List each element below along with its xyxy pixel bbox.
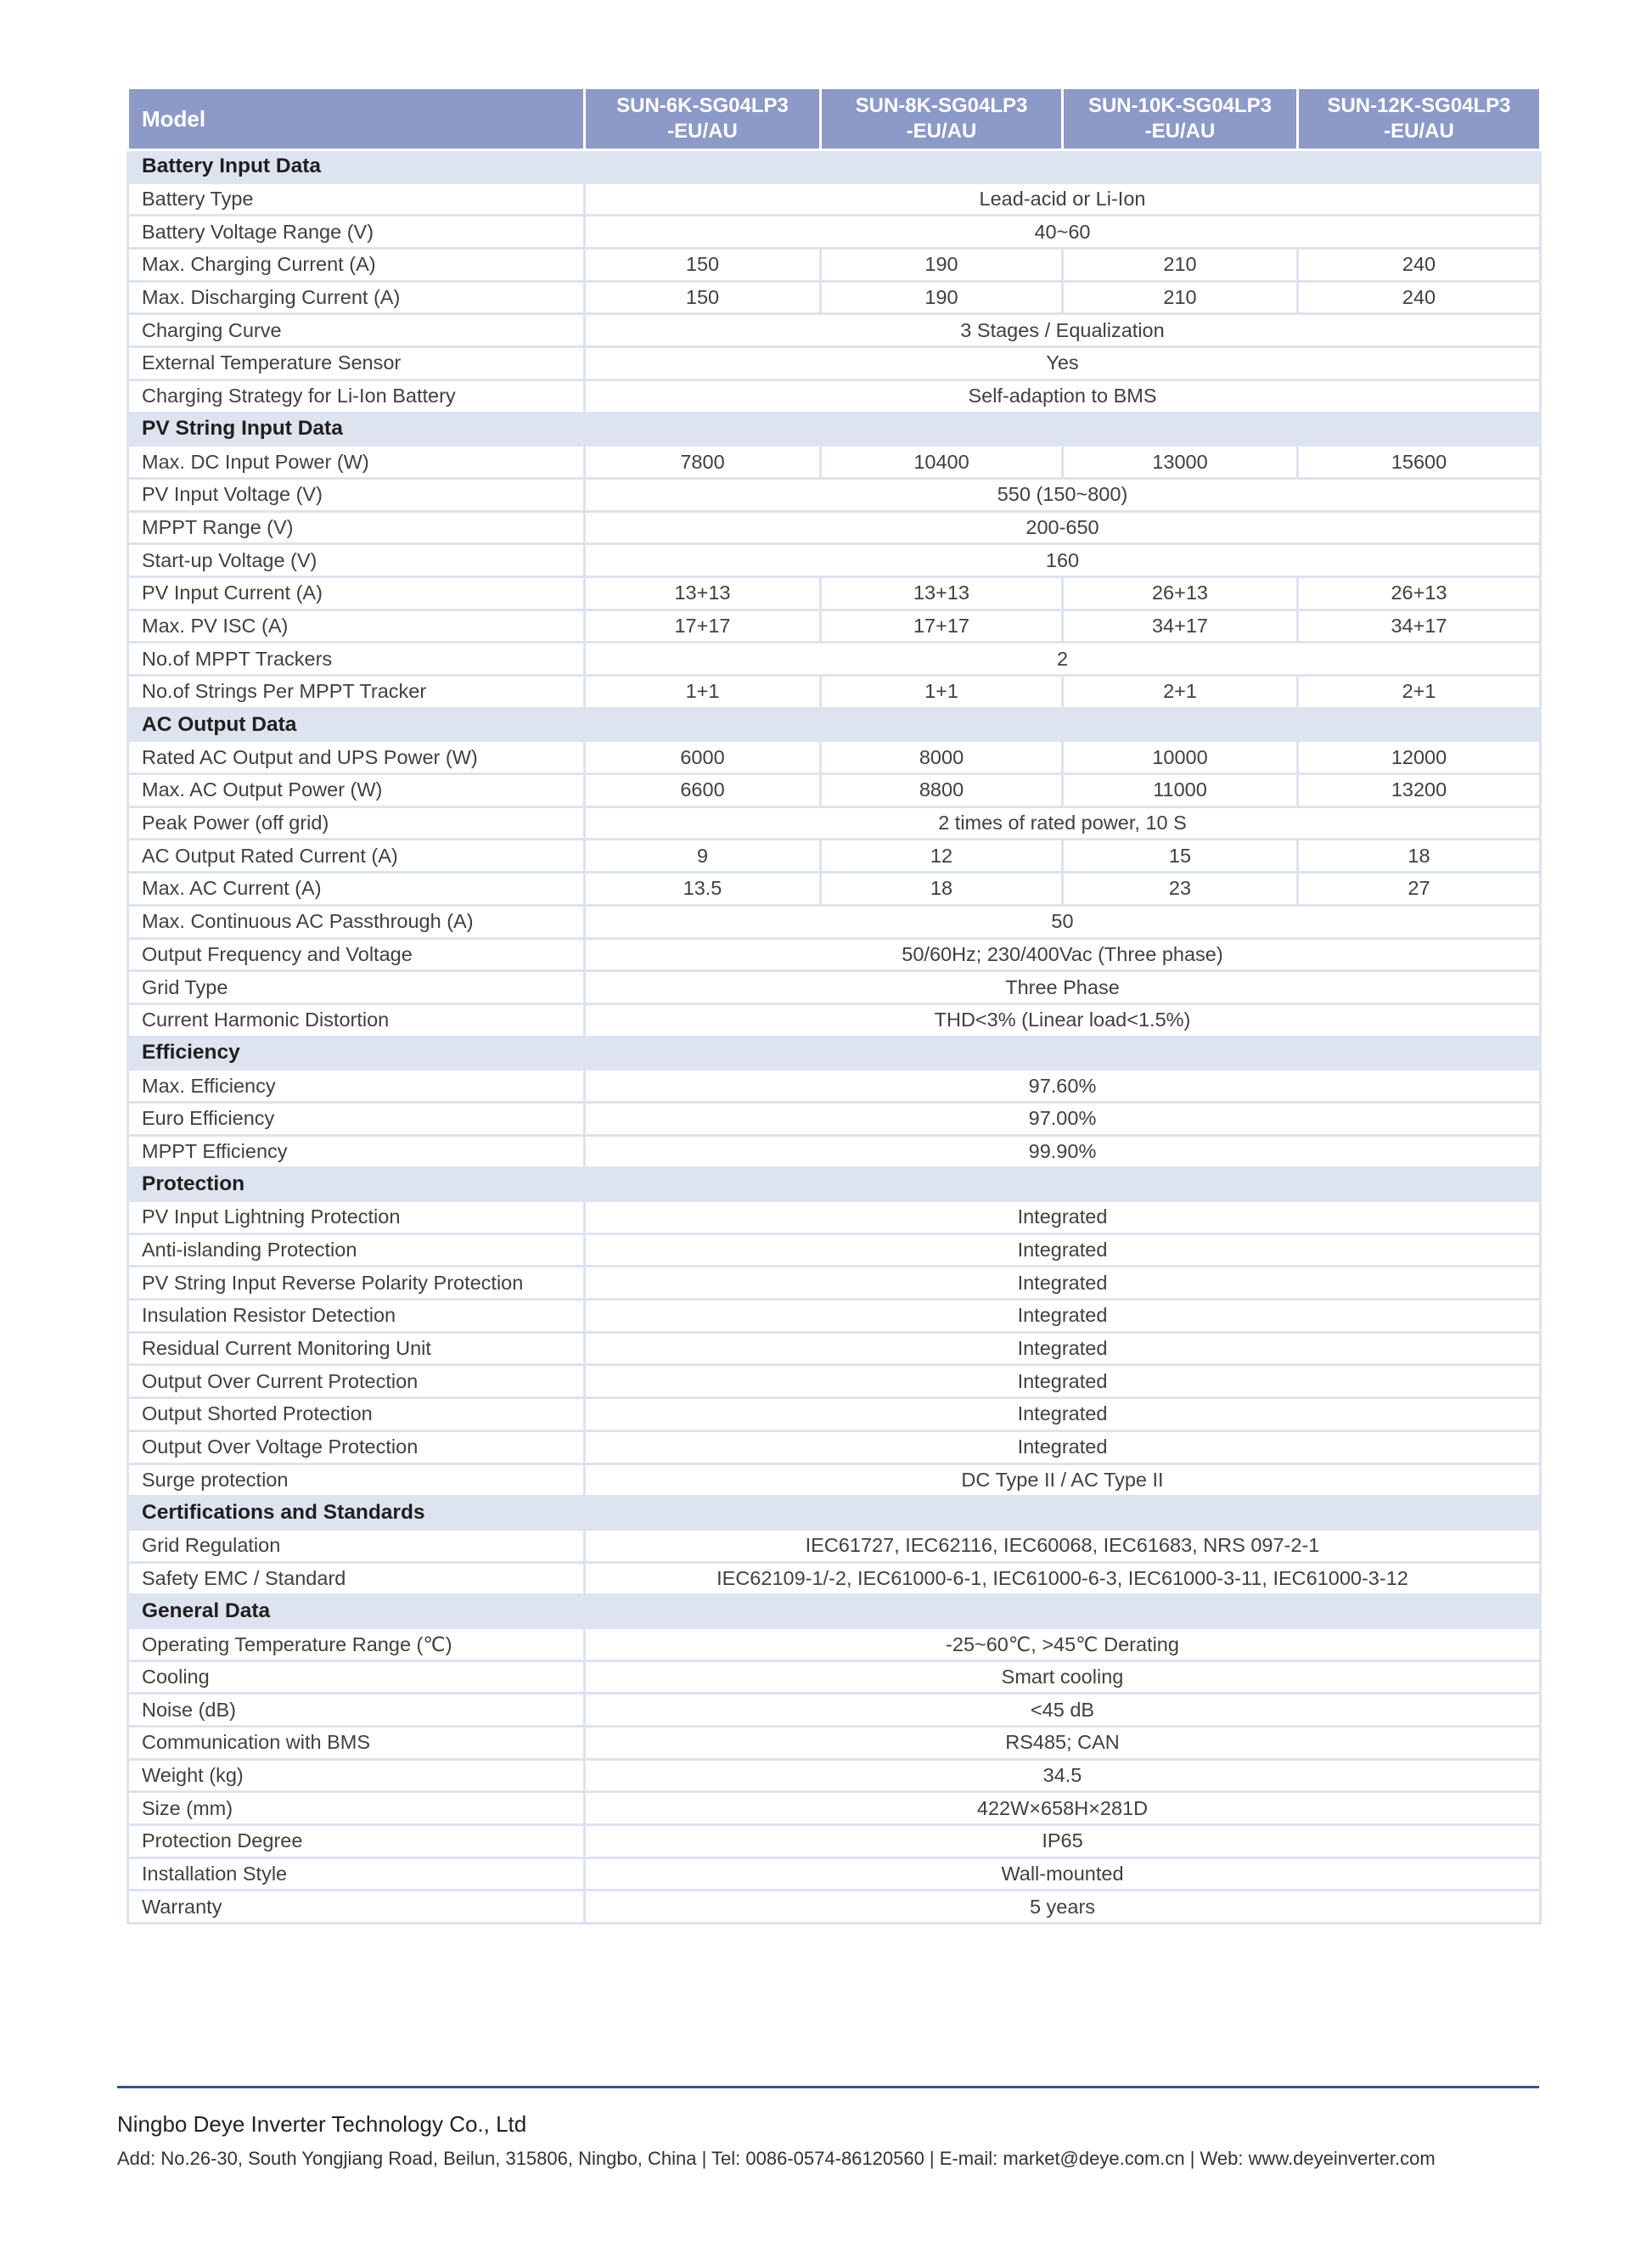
row-label: Grid Type [128, 971, 585, 1004]
row-value: 6000 [585, 741, 821, 774]
section-title: AC Output Data [128, 708, 1541, 741]
row-value: 550 (150~800) [585, 478, 1541, 511]
row-label: Battery Type [128, 183, 585, 216]
row-value: 2+1 [1063, 676, 1298, 709]
row-value: 5 years [585, 1891, 1541, 1924]
model-header-3: SUN-10K-SG04LP3 -EU/AU [1063, 88, 1298, 150]
row-label: Max. Continuous AC Passthrough (A) [128, 905, 585, 938]
row-label: PV Input Lightning Protection [128, 1201, 585, 1234]
model-header: Model [128, 88, 585, 150]
table-row [128, 347, 1541, 380]
table-row [128, 1365, 1541, 1398]
row-value: 8800 [821, 774, 1063, 807]
section-title: Efficiency [128, 1037, 1541, 1070]
row-label: Rated AC Output and UPS Power (W) [128, 741, 585, 774]
row-label: No.of Strings Per MPPT Tracker [128, 676, 585, 709]
row-value: 9 [585, 840, 821, 873]
row-label: MPPT Efficiency [128, 1135, 585, 1168]
row-label: Protection Degree [128, 1825, 585, 1858]
row-label: Safety EMC / Standard [128, 1562, 585, 1595]
row-value: 8000 [821, 741, 1063, 774]
row-value: 7800 [585, 446, 821, 479]
row-value: 26+13 [1063, 576, 1298, 610]
row-value: IEC61727, IEC62116, IEC60068, IEC61683, NRS 097-2-1 [585, 1529, 1541, 1562]
table-row [128, 1430, 1541, 1464]
table-row [128, 314, 1541, 347]
row-value: 13.5 [585, 873, 821, 906]
row-label: Weight (kg) [128, 1759, 585, 1792]
row-value: 10000 [1063, 741, 1298, 774]
table-row [128, 938, 1541, 971]
row-value: Integrated [585, 1267, 1541, 1300]
header-row [128, 88, 1541, 150]
row-label: Installation Style [128, 1857, 585, 1891]
row-value: 11000 [1063, 774, 1298, 807]
row-label: Output Over Current Protection [128, 1365, 585, 1398]
row-value: Lead-acid or Li-Ion [585, 183, 1541, 216]
row-label: Charging Curve [128, 314, 585, 347]
table-row [128, 741, 1541, 774]
table-row [128, 610, 1541, 643]
row-label: Euro Efficiency [128, 1102, 585, 1135]
row-value: 18 [1298, 840, 1541, 873]
section-header-row [128, 1497, 1541, 1530]
company-address: Add: No.26-30, South Yongjiang Road, Beilun, 315806, Ningbo, China | Tel: 0086-0574-86120560 | E-mail: market@deye.com.cn | Web: www.deyeinverter.com [117, 2148, 1436, 2169]
table-row [128, 446, 1541, 479]
section-header-row [128, 150, 1541, 183]
row-label: Warranty [128, 1891, 585, 1924]
table-row [128, 873, 1541, 906]
row-label: Current Harmonic Distortion [128, 1003, 585, 1037]
table-row [128, 676, 1541, 709]
table-row [128, 249, 1541, 282]
table-row [128, 774, 1541, 807]
row-value: 17+17 [821, 610, 1063, 643]
row-label: Output Frequency and Voltage [128, 938, 585, 971]
row-value: 97.60% [585, 1070, 1541, 1103]
row-value: RS485; CAN [585, 1727, 1541, 1760]
table-row [128, 183, 1541, 216]
row-value: 12 [821, 840, 1063, 873]
row-label: No.of MPPT Trackers [128, 643, 585, 676]
row-value: 210 [1063, 281, 1298, 314]
section-header-row [128, 413, 1541, 446]
row-label: External Temperature Sensor [128, 347, 585, 380]
row-label: Insulation Resistor Detection [128, 1300, 585, 1333]
section-header-row [128, 1037, 1541, 1070]
table-row [128, 1857, 1541, 1891]
table-row [128, 1267, 1541, 1300]
table-row [128, 1562, 1541, 1595]
table-row [128, 1300, 1541, 1333]
row-value: 26+13 [1298, 576, 1541, 610]
table-row [128, 1464, 1541, 1497]
table-row [128, 971, 1541, 1004]
row-value: 13+13 [821, 576, 1063, 610]
footer-divider [117, 2086, 1539, 2088]
table-row [128, 544, 1541, 577]
table-row [128, 1825, 1541, 1858]
row-label: Peak Power (off grid) [128, 806, 585, 840]
table-row [128, 1332, 1541, 1365]
row-value: Self-adaption to BMS [585, 379, 1541, 413]
row-value: Three Phase [585, 971, 1541, 1004]
row-value: <45 dB [585, 1694, 1541, 1727]
row-value: 13000 [1063, 446, 1298, 479]
row-value: 422W×658H×281D [585, 1792, 1541, 1825]
table-row [128, 1003, 1541, 1037]
row-label: Anti-islanding Protection [128, 1233, 585, 1267]
row-label: Max. AC Output Power (W) [128, 774, 585, 807]
row-label: Max. AC Current (A) [128, 873, 585, 906]
row-label: Max. DC Input Power (W) [128, 446, 585, 479]
row-value: 150 [585, 249, 821, 282]
row-value: 50/60Hz; 230/400Vac (Three phase) [585, 938, 1541, 971]
row-label: Battery Voltage Range (V) [128, 216, 585, 249]
row-value: 2 [585, 643, 1541, 676]
row-label: PV String Input Reverse Polarity Protection [128, 1267, 585, 1300]
row-label: Max. Efficiency [128, 1070, 585, 1103]
row-label: Residual Current Monitoring Unit [128, 1332, 585, 1365]
row-value: 1+1 [585, 676, 821, 709]
row-value: Integrated [585, 1365, 1541, 1398]
table-row [128, 1660, 1541, 1694]
row-label: Operating Temperature Range (℃) [128, 1627, 585, 1660]
table-row [128, 806, 1541, 840]
row-value: 190 [821, 281, 1063, 314]
row-value: Integrated [585, 1398, 1541, 1431]
section-header-row [128, 1595, 1541, 1628]
row-value: 12000 [1298, 741, 1541, 774]
table-row [128, 905, 1541, 938]
table-row [128, 1398, 1541, 1431]
table-row [128, 1102, 1541, 1135]
row-label: Communication with BMS [128, 1727, 585, 1760]
row-value: 97.00% [585, 1102, 1541, 1135]
model-header-1: SUN-6K-SG04LP3 -EU/AU [585, 88, 821, 150]
row-value: Integrated [585, 1233, 1541, 1267]
row-label: Output Over Voltage Protection [128, 1430, 585, 1464]
row-value: 15 [1063, 840, 1298, 873]
table-row [128, 281, 1541, 314]
row-label: Size (mm) [128, 1792, 585, 1825]
spec-body [128, 150, 1541, 1924]
table-row [128, 1233, 1541, 1267]
row-value: DC Type II / AC Type II [585, 1464, 1541, 1497]
row-label: Noise (dB) [128, 1694, 585, 1727]
row-value: 150 [585, 281, 821, 314]
row-value: Yes [585, 347, 1541, 380]
table-row [128, 576, 1541, 610]
row-value: 27 [1298, 873, 1541, 906]
row-label: Max. Discharging Current (A) [128, 281, 585, 314]
row-label: Surge protection [128, 1464, 585, 1497]
table-row [128, 1759, 1541, 1792]
row-value: 3 Stages / Equalization [585, 314, 1541, 347]
row-value: 6600 [585, 774, 821, 807]
row-label: Grid Regulation [128, 1529, 585, 1562]
table-row [128, 1694, 1541, 1727]
model-header-4: SUN-12K-SG04LP3 -EU/AU [1298, 88, 1541, 150]
table-row [128, 1529, 1541, 1562]
row-value: THD<3% (Linear load<1.5%) [585, 1003, 1541, 1037]
row-value: 200-650 [585, 511, 1541, 544]
row-value: 190 [821, 249, 1063, 282]
spec-table [126, 87, 1542, 1925]
row-label: Charging Strategy for Li-Ion Battery [128, 379, 585, 413]
table-row [128, 1792, 1541, 1825]
row-value: -25~60℃, >45℃ Derating [585, 1627, 1541, 1660]
row-label: Output Shorted Protection [128, 1398, 585, 1431]
row-value: Smart cooling [585, 1660, 1541, 1694]
row-value: 210 [1063, 249, 1298, 282]
row-value: Wall-mounted [585, 1857, 1541, 1891]
row-value: 99.90% [585, 1135, 1541, 1168]
row-value: 34+17 [1063, 610, 1298, 643]
row-value: 1+1 [821, 676, 1063, 709]
model-header-2: SUN-8K-SG04LP3 -EU/AU [821, 88, 1063, 150]
section-title: General Data [128, 1595, 1541, 1628]
section-title: Battery Input Data [128, 150, 1541, 183]
table-row [128, 1727, 1541, 1760]
row-value: Integrated [585, 1201, 1541, 1234]
row-value: Integrated [585, 1300, 1541, 1333]
row-label: Max. Charging Current (A) [128, 249, 585, 282]
table-row [128, 1070, 1541, 1103]
section-header-row [128, 708, 1541, 741]
row-value: 240 [1298, 249, 1541, 282]
section-title: Certifications and Standards [128, 1497, 1541, 1530]
row-value: 50 [585, 905, 1541, 938]
table-row [128, 511, 1541, 544]
row-value: 13200 [1298, 774, 1541, 807]
row-value: 160 [585, 544, 1541, 577]
row-label: MPPT Range (V) [128, 511, 585, 544]
row-value: 17+17 [585, 610, 821, 643]
table-row [128, 840, 1541, 873]
section-header-row [128, 1168, 1541, 1201]
row-value: IEC62109-1/-2, IEC61000-6-1, IEC61000-6-3, IEC61000-3-11, IEC61000-3-12 [585, 1562, 1541, 1595]
row-value: 23 [1063, 873, 1298, 906]
row-value: 18 [821, 873, 1063, 906]
row-value: 34.5 [585, 1759, 1541, 1792]
row-label: AC Output Rated Current (A) [128, 840, 585, 873]
table-row [128, 216, 1541, 249]
section-title: PV String Input Data [128, 413, 1541, 446]
table-row [128, 478, 1541, 511]
row-value: 13+13 [585, 576, 821, 610]
row-label: Max. PV ISC (A) [128, 610, 585, 643]
row-label: PV Input Voltage (V) [128, 478, 585, 511]
row-value: 2+1 [1298, 676, 1541, 709]
row-value: 240 [1298, 281, 1541, 314]
row-value: Integrated [585, 1332, 1541, 1365]
row-label: Cooling [128, 1660, 585, 1694]
table-row [128, 1891, 1541, 1924]
table-row [128, 1135, 1541, 1168]
row-value: IP65 [585, 1825, 1541, 1858]
row-value: 34+17 [1298, 610, 1541, 643]
section-title: Protection [128, 1168, 1541, 1201]
row-value: Integrated [585, 1430, 1541, 1464]
row-label: Start-up Voltage (V) [128, 544, 585, 577]
company-name: Ningbo Deye Inverter Technology Co., Ltd [117, 2111, 527, 2137]
table-row [128, 1201, 1541, 1234]
row-label: PV Input Current (A) [128, 576, 585, 610]
table-row [128, 643, 1541, 676]
table-row [128, 1627, 1541, 1660]
row-value: 15600 [1298, 446, 1541, 479]
table-row [128, 379, 1541, 413]
row-value: 10400 [821, 446, 1063, 479]
row-value: 2 times of rated power, 10 S [585, 806, 1541, 840]
row-value: 40~60 [585, 216, 1541, 249]
